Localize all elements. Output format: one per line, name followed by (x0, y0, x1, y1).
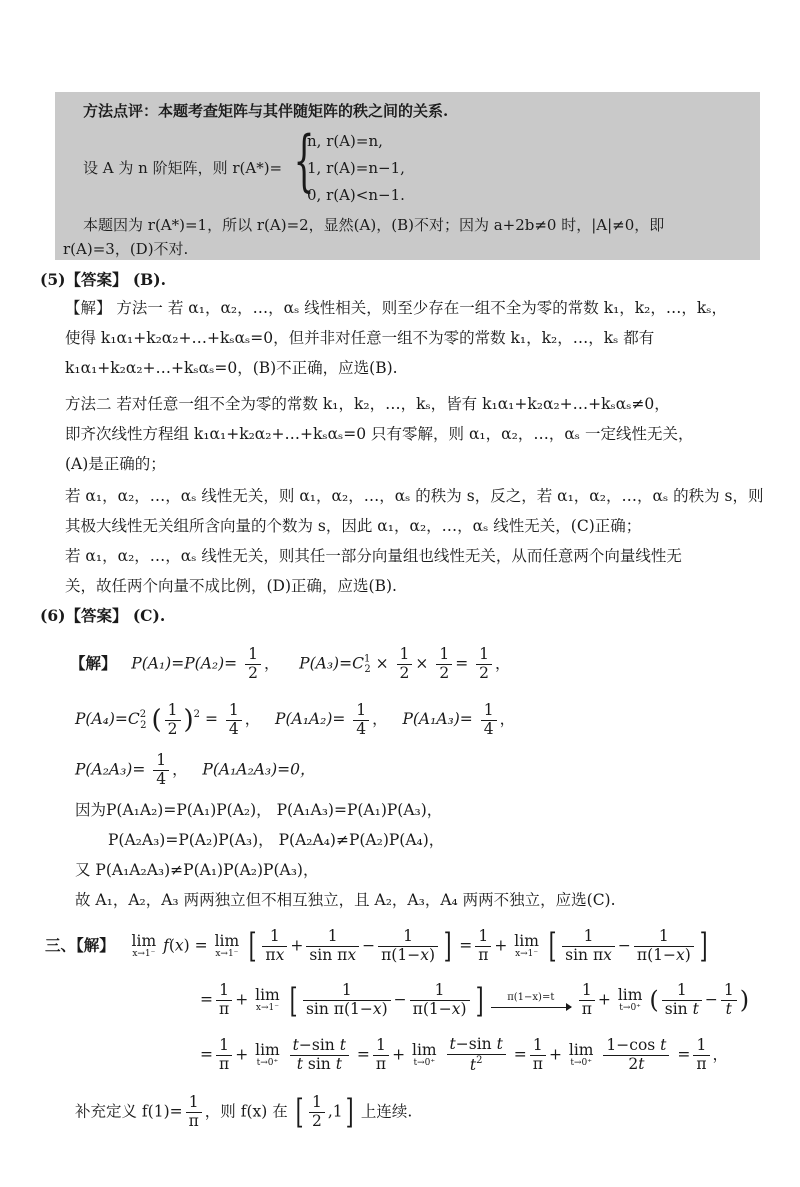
lim-operator: lim t→0⁺ (255, 1041, 280, 1068)
q6-reason-line2: P(A₂A₃)=P(A₂)P(A₃)， P(A₂A₄)≠P(A₂)P(A₄)， (108, 831, 445, 849)
comment-conclusion-1: 本题因为 r(A*)=1，所以 r(A)=2，显然(A)，(B)不对；因为 a+2b≠0 时，|A|≠0，即 (83, 216, 665, 234)
q5-method1-line1: 【解】 方法一 若 α₁，α₂，…，αₛ 线性相关，则至少存在一组不全为零的常数 k₁，k₂，…，kₛ， (65, 299, 728, 317)
fraction-1-2: $\frac{1}{2}$ (476, 646, 492, 683)
lim-operator: lim x→1⁻ (214, 932, 240, 959)
fraction-1-4: $\frac{1}{4}$ (353, 702, 369, 739)
lim-operator: lim t→0⁺ (617, 986, 643, 1013)
substitution-arrow: π(1−x)=t (491, 993, 571, 1008)
q6-reason-line4: 故 A₁，A₂，A₃ 两两独立但不相互独立，且 A₂，A₃，A₄ 两两不独立，应选(C). (75, 891, 616, 909)
q3-final-prefix: 补充定义 f(1)= (75, 1102, 183, 1121)
fraction-1-2: $\frac{1}{2}$ (436, 646, 452, 683)
case-3: 0, r(A)<n−1. (307, 186, 405, 204)
q5-method2-line5: 其极大线性无关组所含向量的个数为 s，因此 α₁，α₂，…，αₛ 线性无关，(C)正确； (65, 517, 642, 535)
q5-method2-line3: (A)是正确的； (65, 455, 166, 473)
q6-p12-text: P(A₁A₂)= (275, 710, 346, 729)
lim-operator: lim x→1⁻ (255, 986, 280, 1013)
fraction-1-4: $\frac{1}{4}$ (481, 702, 497, 739)
comment-conclusion-2: r(A)=3，(D)不对. (63, 240, 189, 258)
q6-eq-row3: P(A₂A₃)= $\frac{1}{4}$ ， P(A₁A₂A₃)=0， (75, 751, 316, 788)
q5-method2-line4: 若 α₁，α₂，…，αₛ 线性无关，则 α₁，α₂，…，αₛ 的秩为 s，反之，若 α₁，α₂，…，αₛ 的秩为 s，则 (65, 487, 764, 505)
q5-method1-line2: 使得 k₁α₁+k₂α₂+…+kₛαₛ=0，但并非对任意一组不为零的常数 k₁，k₂，…，kₛ 都有 (65, 329, 655, 347)
q5-answer-header: (5)【答案】 (B). (40, 270, 167, 289)
q6-eq-row1: 【解】 P(A₁)=P(A₂)= $\frac{1}{2}$ ， $P(A_3)=C^1_2$ × $\frac{1}{2}$ × $\frac{1}{2}$ = $\frac{1}{2}$ ， (70, 645, 511, 682)
lim-operator: lim t→0⁺ (568, 1041, 594, 1068)
q3-eq-row1: 三、【解】 lim x→1⁻ f(x) = lim x→1⁻ [ $\frac{1}{\pi x}$ + $\frac{1}{\text{sin πx}}$ − $\frac{1}{\pi(1-x)}$ ] = $\frac{1}{\pi}$ + lim x→1⁻ [ $\frac{1}{\text{sin πx}}$ − $\frac{1}{\pi(1-x)}$ ] (45, 926, 708, 967)
q6-reason-line1: 因为P(A₁A₂)=P(A₁)P(A₂)， P(A₁A₃)=P(A₁)P(A₃)， (75, 801, 443, 819)
q3-eq-row2: = $\frac{1}{\pi}$ + lim x→1⁻ [ $\frac{1}{\text{sin π(1−x)}}$ − $\frac{1}{\pi(1-x)}$ ] π(1−x)=t $\frac{1}{\pi}$ + lim t→0⁺ ( $\frac{1}{\text{sin t}}$ − $\frac{1}{t}$ ) (200, 980, 750, 1021)
fraction-1-2: $\frac{1}{2}$ (245, 646, 261, 683)
q6-answer-header: (6)【答案】 (C). (40, 606, 166, 625)
case-2: 1, r(A)=n−1, (307, 159, 405, 177)
fraction-1-2: $\frac{1}{2}$ (165, 702, 181, 739)
q3-final-suffix: 上连续. (360, 1102, 413, 1121)
method-comment-box (55, 92, 760, 260)
q6-p4-text: P(A₄)=C (75, 710, 140, 729)
q3-header: 三、【解】 (45, 935, 115, 955)
q5-method2-line7: 关，故任两个向量不成比例，(D)正确，应选(B). (65, 577, 397, 595)
q5-method2-line2: 即齐次线性方程组 k₁α₁+k₂α₂+…+kₛαₛ=0 只有零解，则 α₁，α₂，…，αₛ 一定线性无关， (65, 425, 694, 443)
q6-eq-row2: $P(A_4)=C^2_2$ ( $\frac{1}{2}$ )$^2$ = $\frac{1}{4}$ ， P(A₁A₂)= $\frac{1}{4}$ ， P(A₁A₃)= $\frac{1}{4}$ ， (75, 700, 516, 738)
case-1: n, r(A)=n, (307, 132, 383, 150)
q6-p3-text: P(A₃)=C (299, 654, 364, 673)
set-prefix: 设 A 为 n 阶矩阵，则 r(A*)= (83, 159, 283, 177)
q3-eq-row3: = $\frac{1}{\pi}$ + lim t→0⁺ $\frac{\text{t−sin t}}{\text{t sin t}}$ = $\frac{1}{\pi}$ + lim t→0⁺ $\frac{\text{t−sin t}}{t^2}$ = $\frac{1}{\pi}$ + lim t→0⁺ $\frac{\text{1−cos t}}{2t}$ = $\frac{1}{\pi}$ ， (200, 1035, 729, 1074)
q6-reason-line3: 又 P(A₁A₂A₃)≠P(A₁)P(A₂)P(A₃)， (75, 861, 319, 879)
q3-final-mid: ，则 f(x) 在 (204, 1102, 288, 1121)
fraction-1-2: $\frac{1}{2}$ (397, 646, 413, 683)
q5-method2-line6: 若 α₁，α₂，…，αₛ 线性无关，则其任一部分向量组也线性无关，从而任意两个向量线性无 (65, 547, 682, 565)
fraction-1-4: $\frac{1}{4}$ (226, 702, 242, 739)
q5-method2-line1: 方法二 若对任意一组不全为零的常数 k₁，k₂，…，kₛ，皆有 k₁α₁+k₂α₂+…+kₛαₛ≠0， (65, 395, 670, 413)
cases-brace: { (293, 122, 315, 199)
q6-p23-text: P(A₂A₃)= (75, 760, 146, 779)
q6-p1-text: P(A₁)=P(A₂)= (131, 654, 238, 673)
q5-method1-line3: k₁α₁+k₂α₂+…+kₛαₛ=0，(B)不正确，应选(B). (65, 359, 398, 377)
q6-jie-label: 【解】 (70, 653, 117, 673)
q3-final-line: 补充定义 f(1)= $\frac{1}{\pi}$ ，则 f(x) 在 [ $\frac{1}{2}$ ,1] 上连续. (75, 1092, 413, 1133)
fraction-1-4: $\frac{1}{4}$ (153, 752, 169, 789)
lim-operator: lim x→1⁻ (131, 932, 157, 959)
lim-operator: lim x→1⁻ (514, 932, 539, 959)
comment-title: 方法点评：本题考查矩阵与其伴随矩阵的秩之间的关系. (83, 102, 449, 120)
lim-operator: lim t→0⁺ (411, 1041, 437, 1068)
q6-p13-text: P(A₁A₃)= (402, 710, 473, 729)
q6-p123-text: P(A₁A₂A₃)=0， (202, 760, 316, 779)
